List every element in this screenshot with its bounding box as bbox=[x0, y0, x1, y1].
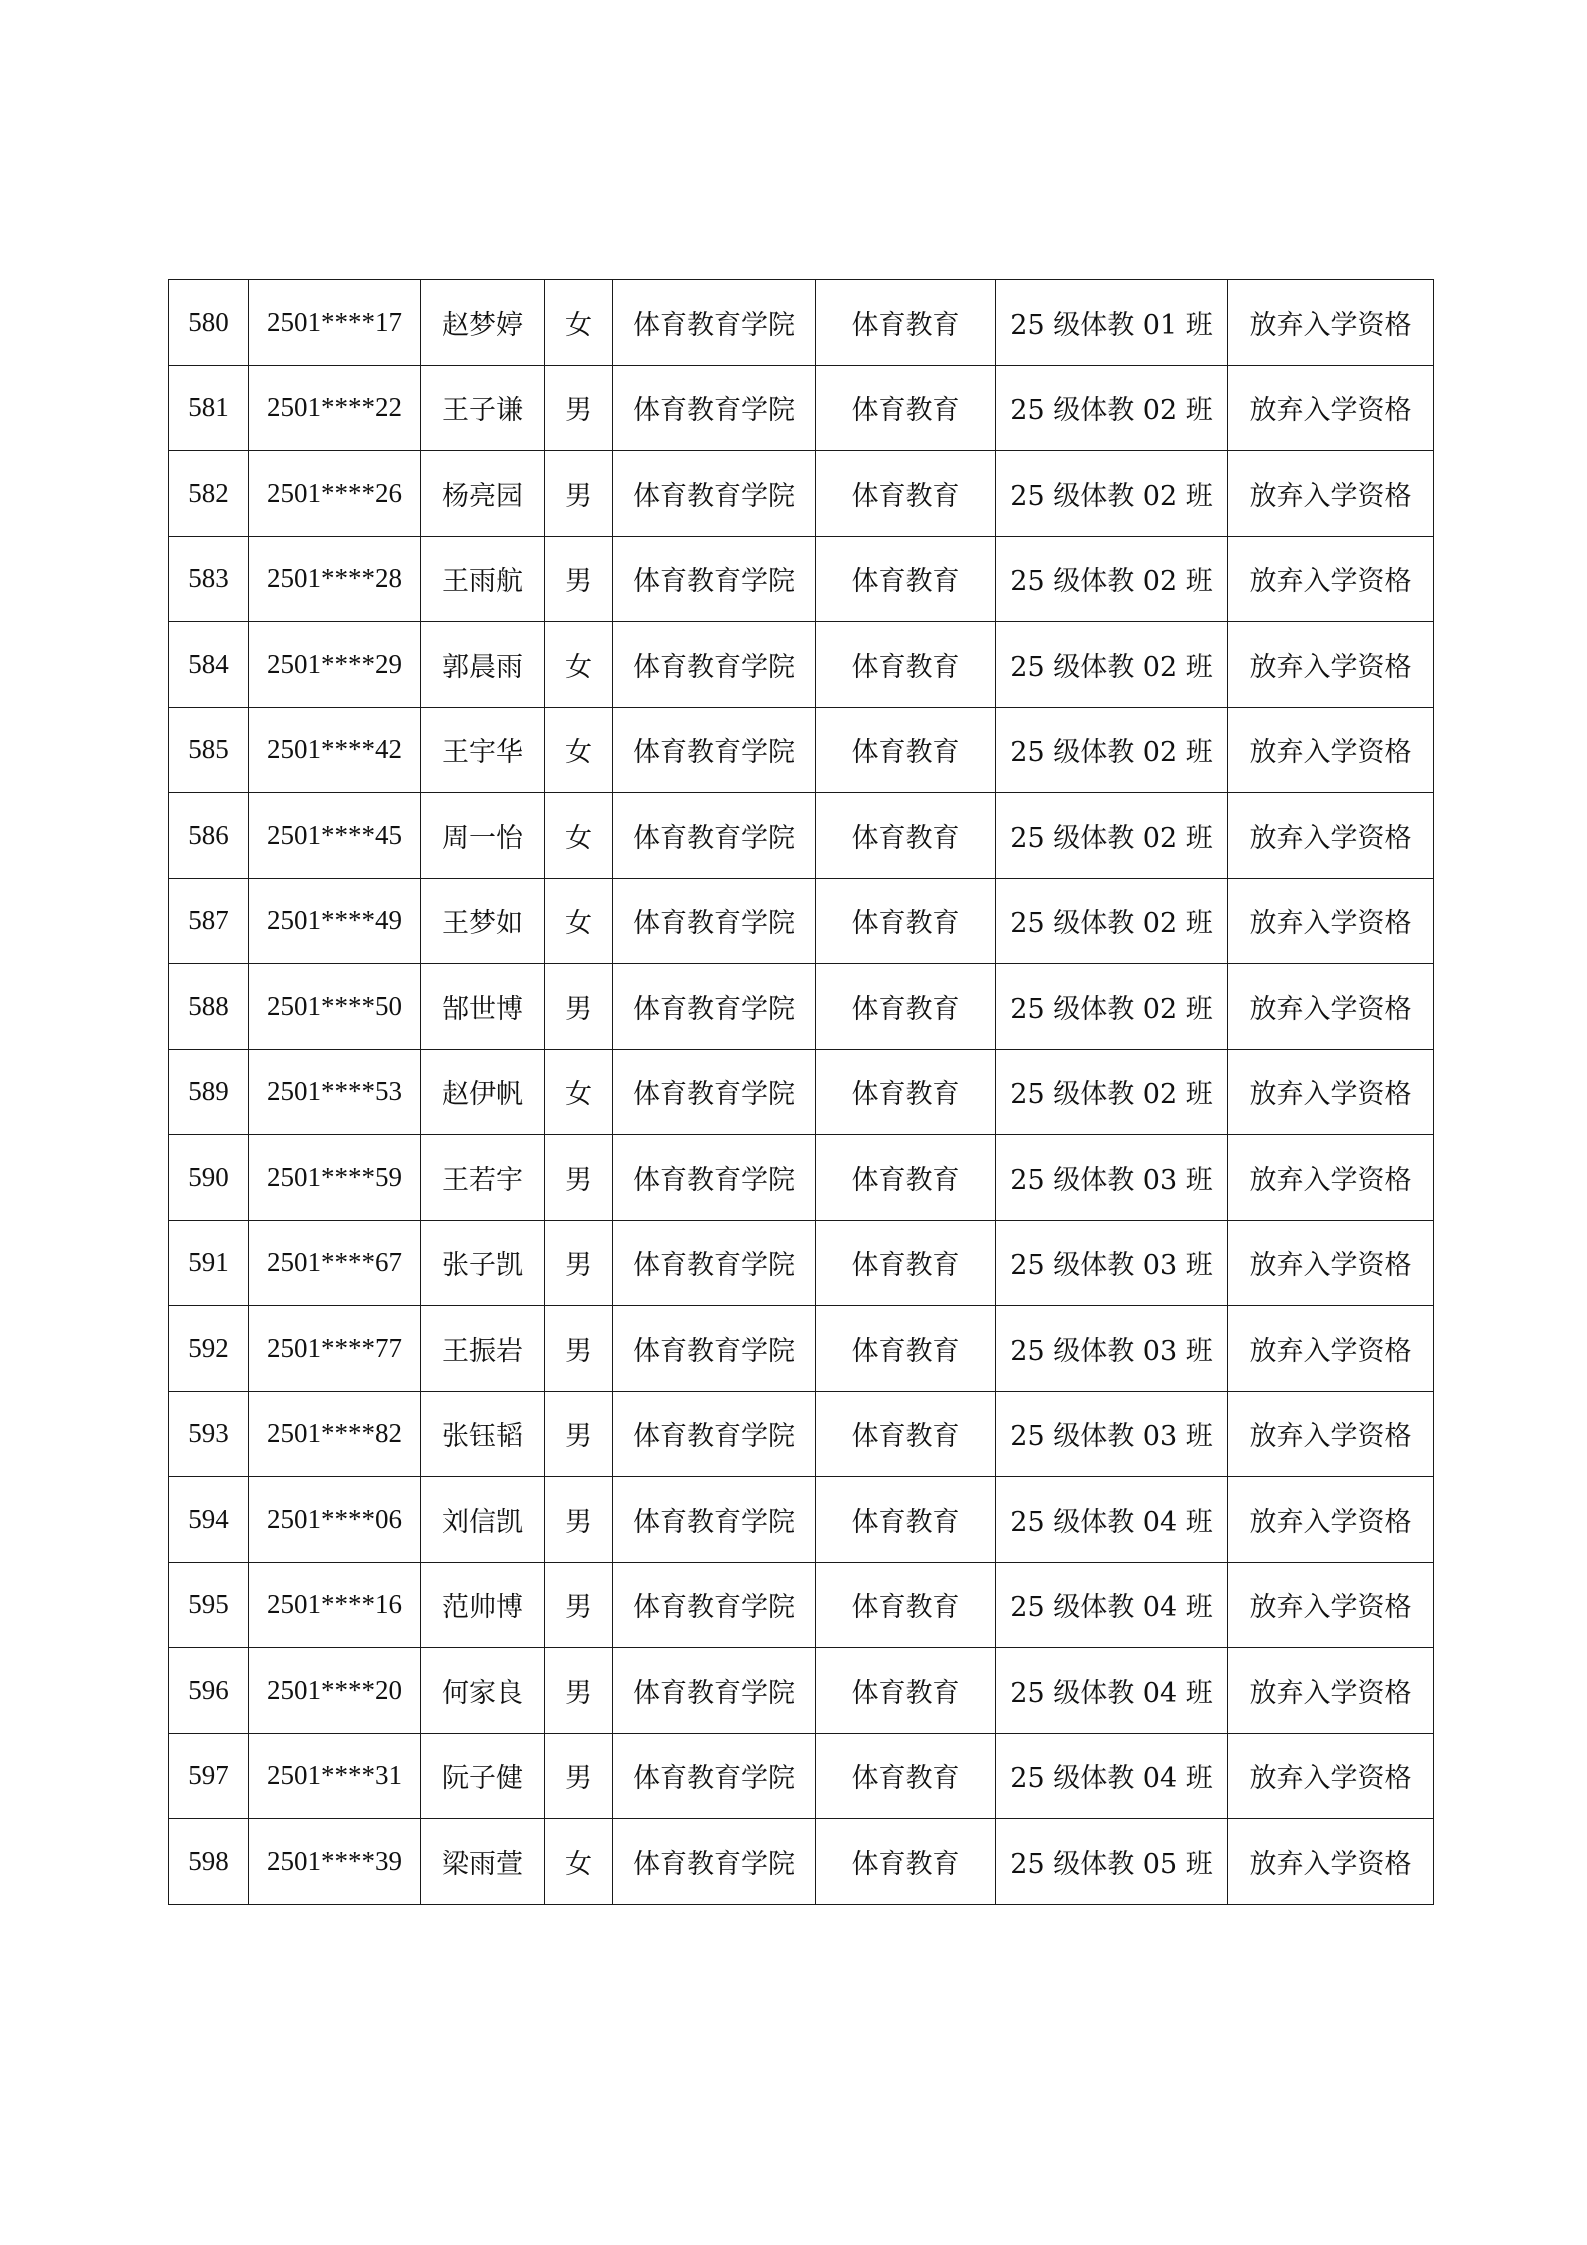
roster-body bbox=[169, 280, 1434, 1905]
student-id-cell: 2501****29 bbox=[249, 622, 421, 708]
status-cell: 放弃入学资格 bbox=[1228, 1135, 1434, 1221]
row-number-cell: 586 bbox=[169, 793, 249, 879]
class-cell: 25 级体教 02 班 bbox=[996, 964, 1228, 1050]
class-cell: 25 级体教 02 班 bbox=[996, 365, 1228, 451]
status-cell: 放弃入学资格 bbox=[1228, 1306, 1434, 1392]
major-cell: 体育教育 bbox=[816, 707, 996, 793]
status-cell: 放弃入学资格 bbox=[1228, 1049, 1434, 1135]
row-number-cell: 598 bbox=[169, 1819, 249, 1905]
student-name-cell: 赵伊帆 bbox=[421, 1049, 545, 1135]
student-id-cell: 2501****22 bbox=[249, 365, 421, 451]
class-cell: 25 级体教 05 班 bbox=[996, 1819, 1228, 1905]
college-cell: 体育教育学院 bbox=[613, 536, 816, 622]
class-cell: 25 级体教 04 班 bbox=[996, 1648, 1228, 1734]
table-row bbox=[169, 1049, 1434, 1135]
row-number-cell: 593 bbox=[169, 1391, 249, 1477]
status-cell: 放弃入学资格 bbox=[1228, 1391, 1434, 1477]
gender-cell: 男 bbox=[545, 1477, 613, 1563]
student-id-cell: 2501****67 bbox=[249, 1220, 421, 1306]
major-cell: 体育教育 bbox=[816, 1135, 996, 1221]
gender-cell: 男 bbox=[545, 536, 613, 622]
college-cell: 体育教育学院 bbox=[613, 1562, 816, 1648]
table-row bbox=[169, 1391, 1434, 1477]
student-id-cell: 2501****50 bbox=[249, 964, 421, 1050]
college-cell: 体育教育学院 bbox=[613, 1220, 816, 1306]
gender-cell: 女 bbox=[545, 878, 613, 964]
gender-cell: 女 bbox=[545, 1819, 613, 1905]
major-cell: 体育教育 bbox=[816, 365, 996, 451]
student-name-cell: 王子谦 bbox=[421, 365, 545, 451]
table-row bbox=[169, 1648, 1434, 1734]
student-id-cell: 2501****06 bbox=[249, 1477, 421, 1563]
status-cell: 放弃入学资格 bbox=[1228, 1220, 1434, 1306]
status-cell: 放弃入学资格 bbox=[1228, 280, 1434, 366]
gender-cell: 女 bbox=[545, 622, 613, 708]
class-cell: 25 级体教 02 班 bbox=[996, 451, 1228, 537]
class-cell: 25 级体教 02 班 bbox=[996, 878, 1228, 964]
gender-cell: 女 bbox=[545, 707, 613, 793]
student-name-cell: 郜世博 bbox=[421, 964, 545, 1050]
row-number-cell: 592 bbox=[169, 1306, 249, 1392]
table-row bbox=[169, 793, 1434, 879]
major-cell: 体育教育 bbox=[816, 451, 996, 537]
student-name-cell: 张子凯 bbox=[421, 1220, 545, 1306]
row-number-cell: 590 bbox=[169, 1135, 249, 1221]
student-name-cell: 王梦如 bbox=[421, 878, 545, 964]
row-number-cell: 588 bbox=[169, 964, 249, 1050]
table-row bbox=[169, 280, 1434, 366]
class-cell: 25 级体教 02 班 bbox=[996, 622, 1228, 708]
gender-cell: 男 bbox=[545, 1306, 613, 1392]
student-name-cell: 郭晨雨 bbox=[421, 622, 545, 708]
college-cell: 体育教育学院 bbox=[613, 1049, 816, 1135]
major-cell: 体育教育 bbox=[816, 1049, 996, 1135]
class-cell: 25 级体教 03 班 bbox=[996, 1391, 1228, 1477]
student-name-cell: 王若宇 bbox=[421, 1135, 545, 1221]
table-row bbox=[169, 1819, 1434, 1905]
major-cell: 体育教育 bbox=[816, 1391, 996, 1477]
row-number-cell: 585 bbox=[169, 707, 249, 793]
college-cell: 体育教育学院 bbox=[613, 1733, 816, 1819]
table-row bbox=[169, 1306, 1434, 1392]
table-row bbox=[169, 365, 1434, 451]
status-cell: 放弃入学资格 bbox=[1228, 1733, 1434, 1819]
status-cell: 放弃入学资格 bbox=[1228, 964, 1434, 1050]
student-id-cell: 2501****82 bbox=[249, 1391, 421, 1477]
student-name-cell: 王振岩 bbox=[421, 1306, 545, 1392]
row-number-cell: 589 bbox=[169, 1049, 249, 1135]
college-cell: 体育教育学院 bbox=[613, 878, 816, 964]
row-number-cell: 595 bbox=[169, 1562, 249, 1648]
gender-cell: 女 bbox=[545, 793, 613, 879]
table-row bbox=[169, 451, 1434, 537]
student-id-cell: 2501****77 bbox=[249, 1306, 421, 1392]
student-name-cell: 王宇华 bbox=[421, 707, 545, 793]
college-cell: 体育教育学院 bbox=[613, 1477, 816, 1563]
student-name-cell: 范帅博 bbox=[421, 1562, 545, 1648]
student-roster-table bbox=[168, 279, 1434, 1905]
class-cell: 25 级体教 01 班 bbox=[996, 280, 1228, 366]
status-cell: 放弃入学资格 bbox=[1228, 536, 1434, 622]
table-row bbox=[169, 1220, 1434, 1306]
college-cell: 体育教育学院 bbox=[613, 280, 816, 366]
gender-cell: 女 bbox=[545, 1049, 613, 1135]
gender-cell: 男 bbox=[545, 1220, 613, 1306]
gender-cell: 男 bbox=[545, 964, 613, 1050]
row-number-cell: 597 bbox=[169, 1733, 249, 1819]
major-cell: 体育教育 bbox=[816, 793, 996, 879]
table-row bbox=[169, 964, 1434, 1050]
college-cell: 体育教育学院 bbox=[613, 622, 816, 708]
student-id-cell: 2501****39 bbox=[249, 1819, 421, 1905]
major-cell: 体育教育 bbox=[816, 1477, 996, 1563]
row-number-cell: 594 bbox=[169, 1477, 249, 1563]
row-number-cell: 591 bbox=[169, 1220, 249, 1306]
row-number-cell: 582 bbox=[169, 451, 249, 537]
student-name-cell: 张钰韬 bbox=[421, 1391, 545, 1477]
college-cell: 体育教育学院 bbox=[613, 793, 816, 879]
major-cell: 体育教育 bbox=[816, 878, 996, 964]
row-number-cell: 581 bbox=[169, 365, 249, 451]
college-cell: 体育教育学院 bbox=[613, 1135, 816, 1221]
college-cell: 体育教育学院 bbox=[613, 1648, 816, 1734]
major-cell: 体育教育 bbox=[816, 536, 996, 622]
student-name-cell: 刘信凯 bbox=[421, 1477, 545, 1563]
table-row bbox=[169, 536, 1434, 622]
gender-cell: 男 bbox=[545, 365, 613, 451]
college-cell: 体育教育学院 bbox=[613, 365, 816, 451]
table-row bbox=[169, 1562, 1434, 1648]
major-cell: 体育教育 bbox=[816, 1733, 996, 1819]
table-row bbox=[169, 1733, 1434, 1819]
student-id-cell: 2501****53 bbox=[249, 1049, 421, 1135]
student-name-cell: 王雨航 bbox=[421, 536, 545, 622]
row-number-cell: 580 bbox=[169, 280, 249, 366]
college-cell: 体育教育学院 bbox=[613, 707, 816, 793]
status-cell: 放弃入学资格 bbox=[1228, 622, 1434, 708]
major-cell: 体育教育 bbox=[816, 964, 996, 1050]
row-number-cell: 584 bbox=[169, 622, 249, 708]
status-cell: 放弃入学资格 bbox=[1228, 707, 1434, 793]
major-cell: 体育教育 bbox=[816, 622, 996, 708]
student-name-cell: 何家良 bbox=[421, 1648, 545, 1734]
student-id-cell: 2501****31 bbox=[249, 1733, 421, 1819]
status-cell: 放弃入学资格 bbox=[1228, 451, 1434, 537]
major-cell: 体育教育 bbox=[816, 1306, 996, 1392]
student-id-cell: 2501****49 bbox=[249, 878, 421, 964]
student-name-cell: 阮子健 bbox=[421, 1733, 545, 1819]
status-cell: 放弃入学资格 bbox=[1228, 878, 1434, 964]
student-id-cell: 2501****17 bbox=[249, 280, 421, 366]
status-cell: 放弃入学资格 bbox=[1228, 1648, 1434, 1734]
student-name-cell: 赵梦婷 bbox=[421, 280, 545, 366]
status-cell: 放弃入学资格 bbox=[1228, 793, 1434, 879]
class-cell: 25 级体教 02 班 bbox=[996, 707, 1228, 793]
major-cell: 体育教育 bbox=[816, 1648, 996, 1734]
table-row bbox=[169, 707, 1434, 793]
class-cell: 25 级体教 02 班 bbox=[996, 1049, 1228, 1135]
class-cell: 25 级体教 03 班 bbox=[996, 1220, 1228, 1306]
table-row bbox=[169, 1135, 1434, 1221]
major-cell: 体育教育 bbox=[816, 1220, 996, 1306]
student-id-cell: 2501****16 bbox=[249, 1562, 421, 1648]
gender-cell: 男 bbox=[545, 451, 613, 537]
class-cell: 25 级体教 04 班 bbox=[996, 1477, 1228, 1563]
gender-cell: 男 bbox=[545, 1648, 613, 1734]
college-cell: 体育教育学院 bbox=[613, 1306, 816, 1392]
table-row bbox=[169, 1477, 1434, 1563]
student-id-cell: 2501****59 bbox=[249, 1135, 421, 1221]
row-number-cell: 587 bbox=[169, 878, 249, 964]
row-number-cell: 583 bbox=[169, 536, 249, 622]
major-cell: 体育教育 bbox=[816, 1819, 996, 1905]
student-id-cell: 2501****45 bbox=[249, 793, 421, 879]
college-cell: 体育教育学院 bbox=[613, 1819, 816, 1905]
class-cell: 25 级体教 04 班 bbox=[996, 1562, 1228, 1648]
gender-cell: 男 bbox=[545, 1135, 613, 1221]
class-cell: 25 级体教 04 班 bbox=[996, 1733, 1228, 1819]
college-cell: 体育教育学院 bbox=[613, 451, 816, 537]
gender-cell: 男 bbox=[545, 1562, 613, 1648]
student-name-cell: 杨亮园 bbox=[421, 451, 545, 537]
student-name-cell: 梁雨萱 bbox=[421, 1819, 545, 1905]
student-id-cell: 2501****26 bbox=[249, 451, 421, 537]
student-id-cell: 2501****20 bbox=[249, 1648, 421, 1734]
class-cell: 25 级体教 02 班 bbox=[996, 536, 1228, 622]
class-cell: 25 级体教 03 班 bbox=[996, 1135, 1228, 1221]
student-name-cell: 周一怡 bbox=[421, 793, 545, 879]
table-row bbox=[169, 622, 1434, 708]
status-cell: 放弃入学资格 bbox=[1228, 365, 1434, 451]
class-cell: 25 级体教 03 班 bbox=[996, 1306, 1228, 1392]
class-cell: 25 级体教 02 班 bbox=[996, 793, 1228, 879]
college-cell: 体育教育学院 bbox=[613, 964, 816, 1050]
major-cell: 体育教育 bbox=[816, 280, 996, 366]
gender-cell: 女 bbox=[545, 280, 613, 366]
major-cell: 体育教育 bbox=[816, 1562, 996, 1648]
table-row bbox=[169, 878, 1434, 964]
status-cell: 放弃入学资格 bbox=[1228, 1477, 1434, 1563]
row-number-cell: 596 bbox=[169, 1648, 249, 1734]
status-cell: 放弃入学资格 bbox=[1228, 1562, 1434, 1648]
gender-cell: 男 bbox=[545, 1733, 613, 1819]
gender-cell: 男 bbox=[545, 1391, 613, 1477]
college-cell: 体育教育学院 bbox=[613, 1391, 816, 1477]
student-id-cell: 2501****42 bbox=[249, 707, 421, 793]
status-cell: 放弃入学资格 bbox=[1228, 1819, 1434, 1905]
student-id-cell: 2501****28 bbox=[249, 536, 421, 622]
